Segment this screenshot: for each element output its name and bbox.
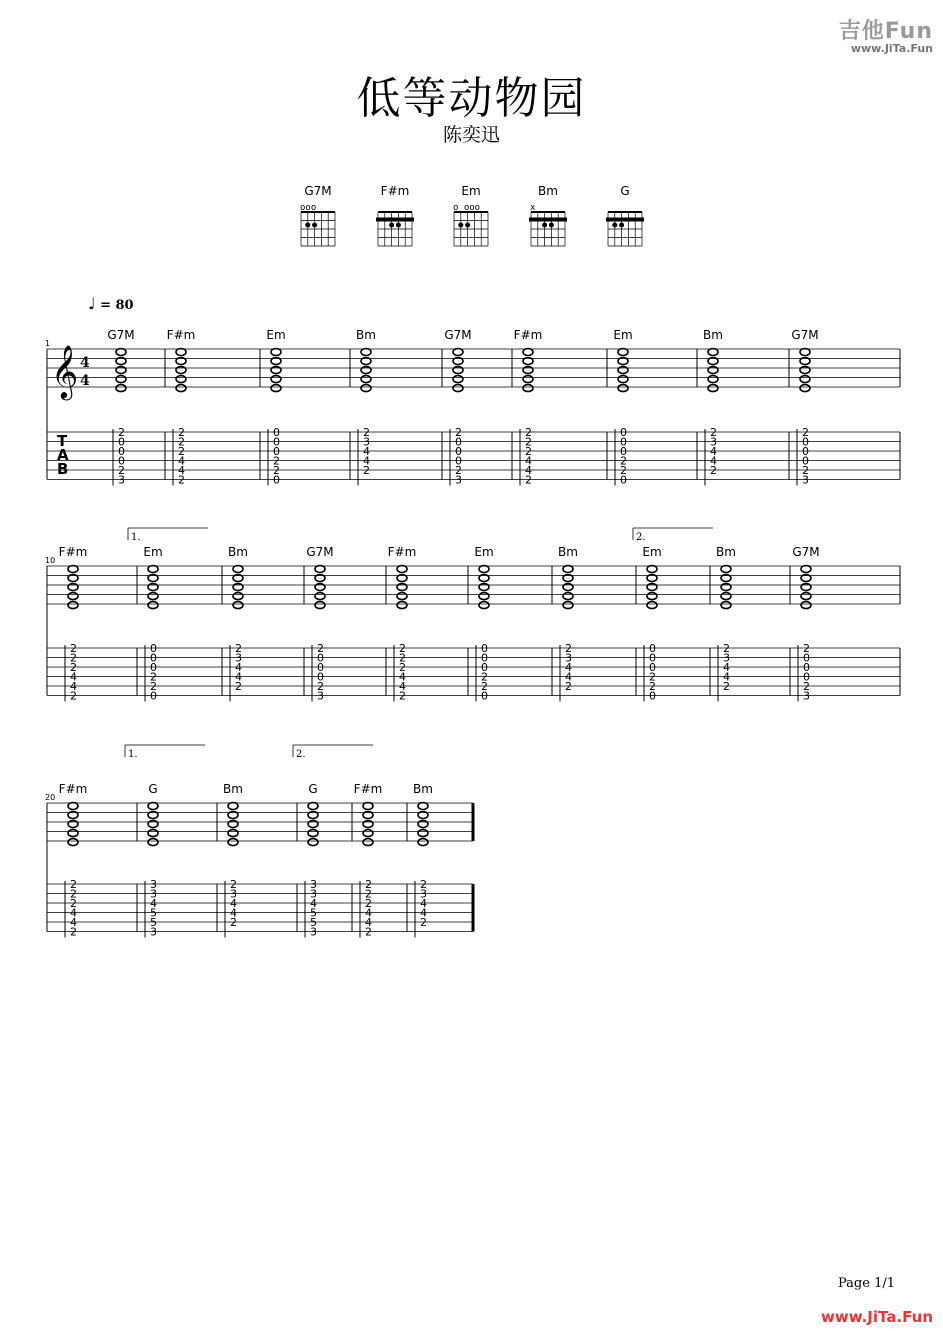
chord-note xyxy=(721,593,731,600)
chord-note xyxy=(315,566,325,573)
tab-fret-number: 2 xyxy=(70,651,77,665)
site-logo: 吉他Fun xyxy=(838,19,933,44)
chord-name: F#m xyxy=(353,782,383,796)
tab-fret-number: 4 xyxy=(723,661,730,674)
tab-fret-number: 0 xyxy=(150,651,157,665)
quarter-note-icon: ♩ xyxy=(88,294,96,313)
chord-note xyxy=(563,593,573,600)
tab-fret-number: 2 xyxy=(525,473,532,487)
tab-fret-number: 2 xyxy=(802,464,809,477)
tab-fret-number: 2 xyxy=(70,887,77,901)
chord-note xyxy=(397,566,407,573)
tab-fret-number: 0 xyxy=(150,642,157,655)
chord-note xyxy=(116,376,126,383)
chord-diagram-name: G7M xyxy=(304,184,332,198)
tab-fret-number: 3 xyxy=(150,878,157,891)
tab-fret-number: 4 xyxy=(365,906,372,920)
tab-fret-number: 0 xyxy=(803,651,810,665)
tab-fret-number: 2 xyxy=(420,916,427,929)
chord-name: G7M xyxy=(306,545,334,559)
chord-note xyxy=(397,602,407,609)
chord-note xyxy=(233,593,243,600)
chord-note xyxy=(228,830,238,837)
chord-diagram-dot xyxy=(458,223,463,228)
volta-label: 1. xyxy=(131,532,141,543)
tab-fret-number: 2 xyxy=(363,464,370,477)
tab-fret-number: 0 xyxy=(649,651,656,665)
chord-name: Bm xyxy=(228,545,248,559)
chord-diagram-name: G xyxy=(620,184,630,198)
chord-diagram-barre xyxy=(376,218,414,222)
volta-label: 1. xyxy=(128,749,138,760)
tab-fret-number: 0 xyxy=(317,661,324,674)
measure-number: 20 xyxy=(45,793,56,802)
chord-note xyxy=(523,385,533,392)
chord-note xyxy=(148,839,158,846)
chord-diagram-dot xyxy=(305,223,310,228)
chord-note xyxy=(479,602,489,609)
tab-fret-number: 4 xyxy=(178,464,185,477)
tab-fret-number: 4 xyxy=(70,906,77,920)
tab-fret-number: 2 xyxy=(178,426,185,439)
chord-note xyxy=(68,566,78,573)
chord-note xyxy=(271,385,281,392)
tab-fret-number: 0 xyxy=(802,435,809,449)
tab-fret-number: 0 xyxy=(150,661,157,674)
chord-note xyxy=(708,385,718,392)
tab-fret-number: 3 xyxy=(310,887,317,901)
tab-fret-number: 2 xyxy=(525,445,532,458)
tab-fret-number: 2 xyxy=(649,680,656,693)
chord-note xyxy=(523,367,533,374)
tab-fret-number: 0 xyxy=(620,435,627,449)
tab-fret-number: 4 xyxy=(363,445,370,458)
site-logo-bottom: www.JiTa.Fun xyxy=(820,1308,933,1326)
tempo-value: = 80 xyxy=(100,298,134,313)
tab-fret-number: 2 xyxy=(399,642,406,655)
tab-fret-number: 0 xyxy=(317,670,324,684)
chord-note xyxy=(800,349,810,356)
chord-note xyxy=(148,593,158,600)
tab-fret-number: 3 xyxy=(363,435,370,449)
tab-fret-number: 2 xyxy=(70,642,77,655)
chord-name: Em xyxy=(642,545,662,559)
tab-fret-number: 4 xyxy=(420,906,427,920)
measure-number: 1 xyxy=(45,339,51,348)
tab-fret-number: 4 xyxy=(70,670,77,684)
chord-note xyxy=(801,566,811,573)
chord-name: Em xyxy=(474,545,494,559)
chord-note xyxy=(361,376,371,383)
chord-diagram-open-strings: o ooo xyxy=(453,203,481,213)
time-signature-top: 4 xyxy=(80,355,90,371)
tab-fret-number: 2 xyxy=(455,464,462,477)
tab-fret-number: 4 xyxy=(565,661,572,674)
tab-fret-number: 2 xyxy=(235,642,242,655)
tab-fret-number: 2 xyxy=(70,878,77,891)
chord-note xyxy=(708,349,718,356)
chord-name: F#m xyxy=(166,328,196,342)
tab-fret-number: 0 xyxy=(803,670,810,684)
tab-fret-number: 0 xyxy=(150,689,157,703)
tab-fret-number: 0 xyxy=(455,454,462,468)
page-number: Page 1/1 xyxy=(838,1276,895,1291)
chord-diagram-dot xyxy=(549,223,554,228)
tab-fret-number: 4 xyxy=(399,680,406,693)
tab-fret-number: 2 xyxy=(525,426,532,439)
chord-note xyxy=(453,385,463,392)
chord-note xyxy=(721,566,731,573)
chord-note xyxy=(523,349,533,356)
tab-fret-number: 0 xyxy=(273,473,280,487)
tab-fret-number: 0 xyxy=(802,454,809,468)
chord-note xyxy=(363,839,373,846)
chord-note xyxy=(233,602,243,609)
chord-note xyxy=(418,839,428,846)
tab-fret-number: 3 xyxy=(310,925,317,939)
chord-note xyxy=(418,830,428,837)
chord-note xyxy=(228,839,238,846)
chord-note xyxy=(308,803,318,810)
chord-name: F#m xyxy=(513,328,543,342)
chord-name: G7M xyxy=(791,328,819,342)
chord-note xyxy=(453,349,463,356)
chord-note xyxy=(176,367,186,374)
tab-fret-number: 4 xyxy=(178,454,185,468)
tab-fret-number: 2 xyxy=(150,670,157,684)
tab-fret-number: 2 xyxy=(70,925,77,939)
tab-fret-number: 3 xyxy=(565,651,572,665)
chord-note xyxy=(708,376,718,383)
tab-fret-number: 2 xyxy=(365,897,372,910)
tab-fret-number: 3 xyxy=(150,925,157,939)
tab-fret-number: 0 xyxy=(481,689,488,703)
tab-fret-number: 0 xyxy=(118,435,125,449)
tab-fret-number: 2 xyxy=(455,426,462,439)
tab-fret-number: 2 xyxy=(70,897,77,910)
tab-fret-number: 4 xyxy=(365,916,372,929)
tab-fret-number: 4 xyxy=(710,445,717,458)
tab-fret-number: 2 xyxy=(70,661,77,674)
chord-diagram-name: Bm xyxy=(538,184,558,198)
tab-fret-number: 2 xyxy=(710,464,717,477)
tab-fret-number: 3 xyxy=(150,887,157,901)
tab-fret-number: 2 xyxy=(230,878,237,891)
tab-fret-number: 4 xyxy=(525,464,532,477)
tab-clef-icon: B xyxy=(57,460,69,478)
chord-note xyxy=(116,385,126,392)
tab-fret-number: 0 xyxy=(273,445,280,458)
chord-note xyxy=(116,349,126,356)
tab-fret-number: 0 xyxy=(317,651,324,665)
tab-fret-number: 2 xyxy=(723,680,730,693)
chord-note xyxy=(453,376,463,383)
tab-fret-number: 0 xyxy=(802,445,809,458)
tab-fret-number: 3 xyxy=(317,689,324,703)
chord-diagram-dot xyxy=(465,223,470,228)
chord-note xyxy=(271,367,281,374)
tab-fret-number: 4 xyxy=(310,897,317,910)
chord-note xyxy=(308,839,318,846)
tab-fret-number: 2 xyxy=(420,878,427,891)
time-signature-bottom: 4 xyxy=(80,373,90,389)
tab-fret-number: 2 xyxy=(150,680,157,693)
chord-note xyxy=(271,376,281,383)
volta-label: 2. xyxy=(296,749,306,760)
site-logo-url: www.JiTa.Fun xyxy=(850,42,933,55)
chord-note xyxy=(418,803,428,810)
tab-fret-number: 4 xyxy=(710,454,717,468)
chord-note xyxy=(68,839,78,846)
tab-fret-number: 2 xyxy=(399,651,406,665)
song-artist: 陈奕迅 xyxy=(442,124,500,146)
tab-fret-number: 4 xyxy=(723,670,730,684)
chord-note xyxy=(800,376,810,383)
tab-fret-number: 0 xyxy=(649,642,656,655)
tab-clef-icon: T xyxy=(57,432,68,450)
tab-fret-number: 0 xyxy=(649,661,656,674)
chord-name: Bm xyxy=(356,328,376,342)
chord-diagram-barre xyxy=(529,218,567,222)
tab-fret-number: 0 xyxy=(620,473,627,487)
chord-note xyxy=(68,593,78,600)
tab-fret-number: 2 xyxy=(649,670,656,684)
chord-diagram-dot xyxy=(389,223,394,228)
chord-note xyxy=(68,602,78,609)
chord-note xyxy=(361,367,371,374)
chord-note xyxy=(363,803,373,810)
chord-name: G7M xyxy=(444,328,472,342)
chord-note xyxy=(479,593,489,600)
tab-fret-number: 0 xyxy=(273,426,280,439)
chord-name: Em xyxy=(613,328,633,342)
chord-name: G xyxy=(308,782,318,796)
chord-note xyxy=(271,349,281,356)
chord-diagram-dot xyxy=(619,223,624,228)
tab-fret-number: 4 xyxy=(363,454,370,468)
tab-fret-number: 2 xyxy=(565,680,572,693)
chord-diagram-dot xyxy=(542,223,547,228)
chord-note xyxy=(148,830,158,837)
tab-fret-number: 2 xyxy=(399,689,406,703)
chord-name: Em xyxy=(266,328,286,342)
chord-name: Bm xyxy=(703,328,723,342)
chord-diagram-open-strings: ooo xyxy=(300,203,317,213)
tab-fret-number: 5 xyxy=(150,916,157,929)
chord-note xyxy=(176,349,186,356)
tab-fret-number: 2 xyxy=(481,680,488,693)
tab-fret-number: 3 xyxy=(455,473,462,487)
measure-number: 10 xyxy=(45,556,56,565)
tab-fret-number: 0 xyxy=(803,661,810,674)
chord-note xyxy=(148,803,158,810)
tab-fret-number: 3 xyxy=(723,651,730,665)
tab-fret-number: 2 xyxy=(178,473,185,487)
chord-name: Bm xyxy=(223,782,243,796)
tab-fret-number: 2 xyxy=(481,670,488,684)
chord-note xyxy=(397,593,407,600)
tab-fret-number: 4 xyxy=(235,670,242,684)
tab-fret-number: 4 xyxy=(230,906,237,920)
chord-note xyxy=(800,367,810,374)
tab-fret-number: 3 xyxy=(310,878,317,891)
tab-fret-number: 5 xyxy=(310,916,317,929)
tab-fret-number: 2 xyxy=(525,435,532,449)
tab-fret-number: 0 xyxy=(620,426,627,439)
volta-label: 2. xyxy=(636,532,646,543)
chord-diagram-barre xyxy=(606,218,644,222)
chord-diagram-name: F#m xyxy=(380,184,410,198)
chord-name: Em xyxy=(143,545,163,559)
chord-note xyxy=(176,385,186,392)
tab-fret-number: 0 xyxy=(620,445,627,458)
tab-fret-number: 0 xyxy=(118,454,125,468)
tab-fret-number: 2 xyxy=(365,878,372,891)
chord-note xyxy=(228,803,238,810)
tab-fret-number: 0 xyxy=(455,435,462,449)
chord-note xyxy=(315,602,325,609)
tab-fret-number: 4 xyxy=(399,670,406,684)
chord-note xyxy=(453,367,463,374)
tab-fret-number: 2 xyxy=(620,454,627,468)
chord-note xyxy=(563,602,573,609)
chord-note xyxy=(479,566,489,573)
chord-diagram-dot xyxy=(312,223,317,228)
chord-note xyxy=(116,367,126,374)
tab-fret-number: 2 xyxy=(70,689,77,703)
chord-note xyxy=(68,830,78,837)
chord-note xyxy=(801,602,811,609)
chord-diagram-dot xyxy=(612,223,617,228)
chord-note xyxy=(708,367,718,374)
tab-fret-number: 3 xyxy=(802,473,809,487)
chord-note xyxy=(523,376,533,383)
chord-diagram-open-strings: x xyxy=(530,203,536,213)
tab-fret-number: 4 xyxy=(150,897,157,910)
chord-note xyxy=(148,566,158,573)
chord-diagram-name: Em xyxy=(461,184,481,198)
chord-note xyxy=(618,349,628,356)
chord-name: G xyxy=(148,782,158,796)
chord-note xyxy=(148,602,158,609)
chord-name: F#m xyxy=(58,782,88,796)
tab-fret-number: 2 xyxy=(178,435,185,449)
tab-fret-number: 3 xyxy=(118,473,125,487)
chord-note xyxy=(618,367,628,374)
tab-fret-number: 2 xyxy=(118,426,125,439)
chord-note xyxy=(647,566,657,573)
tab-fret-number: 3 xyxy=(803,689,810,703)
chord-name: Bm xyxy=(413,782,433,796)
chord-note xyxy=(618,376,628,383)
chord-name: Bm xyxy=(716,545,736,559)
tab-fret-number: 0 xyxy=(455,445,462,458)
tab-fret-number: 4 xyxy=(70,916,77,929)
tab-fret-number: 2 xyxy=(363,426,370,439)
tab-fret-number: 4 xyxy=(230,897,237,910)
song-title: 低等动物园 xyxy=(356,73,587,124)
chord-note xyxy=(363,830,373,837)
tab-fret-number: 2 xyxy=(178,445,185,458)
chord-diagram-dot xyxy=(396,223,401,228)
chord-name: F#m xyxy=(58,545,88,559)
tab-fret-number: 3 xyxy=(710,435,717,449)
tab-fret-number: 2 xyxy=(803,642,810,655)
chord-note xyxy=(308,830,318,837)
chord-note xyxy=(176,376,186,383)
tab-fret-number: 0 xyxy=(481,661,488,674)
tab-fret-number: 4 xyxy=(70,680,77,693)
tab-fret-number: 3 xyxy=(420,887,427,901)
chord-name: G7M xyxy=(107,328,135,342)
tab-fret-number: 2 xyxy=(230,916,237,929)
tab-fret-number: 2 xyxy=(317,680,324,693)
tab-fret-number: 2 xyxy=(118,464,125,477)
tab-fret-number: 2 xyxy=(803,680,810,693)
tab-fret-number: 0 xyxy=(649,689,656,703)
chord-note xyxy=(801,593,811,600)
chord-note xyxy=(361,349,371,356)
tab-fret-number: 2 xyxy=(365,925,372,939)
tab-fret-number: 2 xyxy=(399,661,406,674)
tab-clef-icon: A xyxy=(57,446,69,464)
tab-fret-number: 3 xyxy=(235,651,242,665)
tab-fret-number: 2 xyxy=(235,680,242,693)
tab-fret-number: 2 xyxy=(317,642,324,655)
chord-note xyxy=(68,803,78,810)
treble-clef-icon: 𝄞 xyxy=(51,344,79,398)
tab-fret-number: 5 xyxy=(310,906,317,920)
tab-fret-number: 0 xyxy=(481,651,488,665)
chord-note xyxy=(233,566,243,573)
tab-fret-number: 2 xyxy=(565,642,572,655)
tab-fret-number: 4 xyxy=(420,897,427,910)
tab-fret-number: 0 xyxy=(273,435,280,449)
tab-fret-number: 4 xyxy=(565,670,572,684)
tab-fret-number: 0 xyxy=(118,445,125,458)
tab-fret-number: 4 xyxy=(235,661,242,674)
tab-fret-number: 2 xyxy=(710,426,717,439)
chord-note xyxy=(800,385,810,392)
tab-fret-number: 2 xyxy=(620,464,627,477)
chord-note xyxy=(647,602,657,609)
chord-name: Bm xyxy=(558,545,578,559)
chord-note xyxy=(315,593,325,600)
chord-note xyxy=(563,566,573,573)
tab-fret-number: 2 xyxy=(273,454,280,468)
tab-fret-number: 2 xyxy=(365,887,372,901)
tab-fret-number: 0 xyxy=(481,642,488,655)
chord-name: F#m xyxy=(387,545,417,559)
chord-note xyxy=(721,602,731,609)
tab-fret-number: 5 xyxy=(150,906,157,920)
chord-name: G7M xyxy=(792,545,820,559)
tab-fret-number: 2 xyxy=(802,426,809,439)
tab-fret-number: 2 xyxy=(723,642,730,655)
chord-note xyxy=(618,385,628,392)
tab-fret-number: 3 xyxy=(230,887,237,901)
tab-fret-number: 4 xyxy=(525,454,532,468)
chord-note xyxy=(361,385,371,392)
chord-note xyxy=(647,593,657,600)
tab-fret-number: 2 xyxy=(273,464,280,477)
